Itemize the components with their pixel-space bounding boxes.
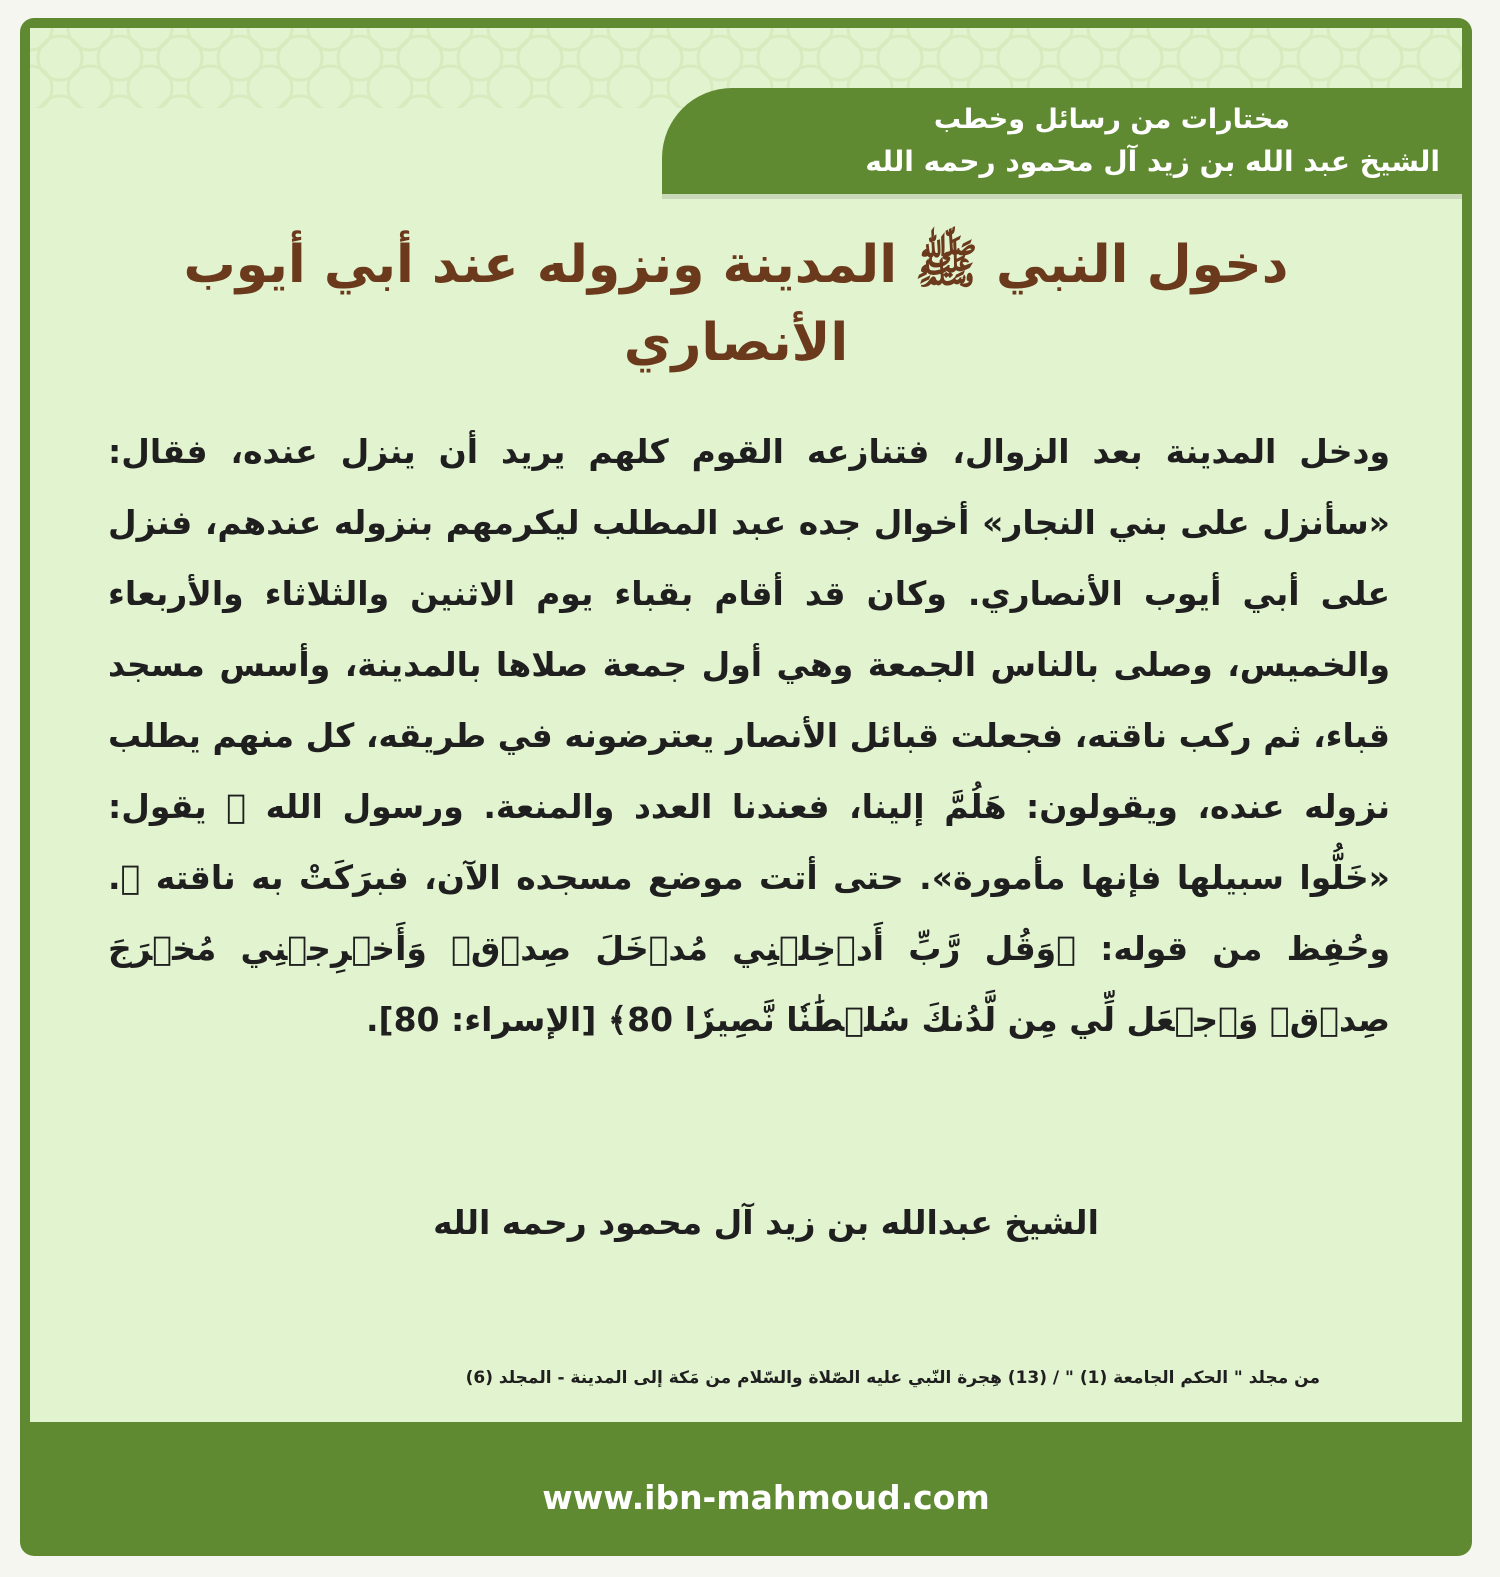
article-title: دخول النبي ﷺ المدينة ونزوله عند أبي أيوب الأنصاري [183,235,1289,373]
card-frame [20,18,1472,1556]
header-banner [662,88,1462,194]
article-body: ودخل المدينة بعد الزوال، فتنازعه القوم كلهم يريد أن ينزل عنده، فقال: «سأنزل على بني النجار» أخوال جده عبد المطلب ليكرمهم بنزوله عندهم، فنزل على أبي أيوب الأنصاري. وكان قد أقام بقباء يوم الاثنين والثلاثاء والأربعاء والخميس، وصلى بالناس الجمعة وهي أول جمعة صلاها بالمدينة، وأسس مسجد قباء، ثم ركب ناقته، فجعلت قبائل الأنصار يعترضونه في طريقه، كل منهم يطلب نزوله عنده، ويقولون: هَلُمَّ إلينا، فعندنا العدد والمنعة. ورسول الله ﷺ يقول: «خَلُّوا سبيلها فإنها مأمورة». حتى أتت موضع مسجده الآن، فبرَكَتْ به ناقته ﷺ. وحُفِظ من قوله: ﴿وَقُل رَّبِّ أَدۡخِلۡنِي مُدۡخَلَ صِدۡقٖ وَأَخۡرِجۡنِي مُخۡرَجَ صِدۡقٖ وَٱجۡعَل لِّي مِن لَّدُنكَ سُلۡطَٰنٗا نَّصِيرٗا 80﴾ [الإسراء: 80]. [108,432,1390,1039]
banner-line-1: مختارات من رسائل وخطب [933,104,1290,135]
website-link[interactable]: www.ibn-mahmoud.com [542,1478,990,1517]
banner-line-2: الشيخ عبد الله بن زيد آل محمود رحمه الله [865,145,1440,178]
author-signature: الشيخ عبدالله بن زيد آل محمود رحمه الله [433,1203,1099,1242]
source-citation: من مجلد " الحكم الجامعة (1) " / (13) هِجرة النّبي عليه الصّلاة والسّلام من مَكة إلى المدينة - المجلد (6) [465,1368,1320,1388]
